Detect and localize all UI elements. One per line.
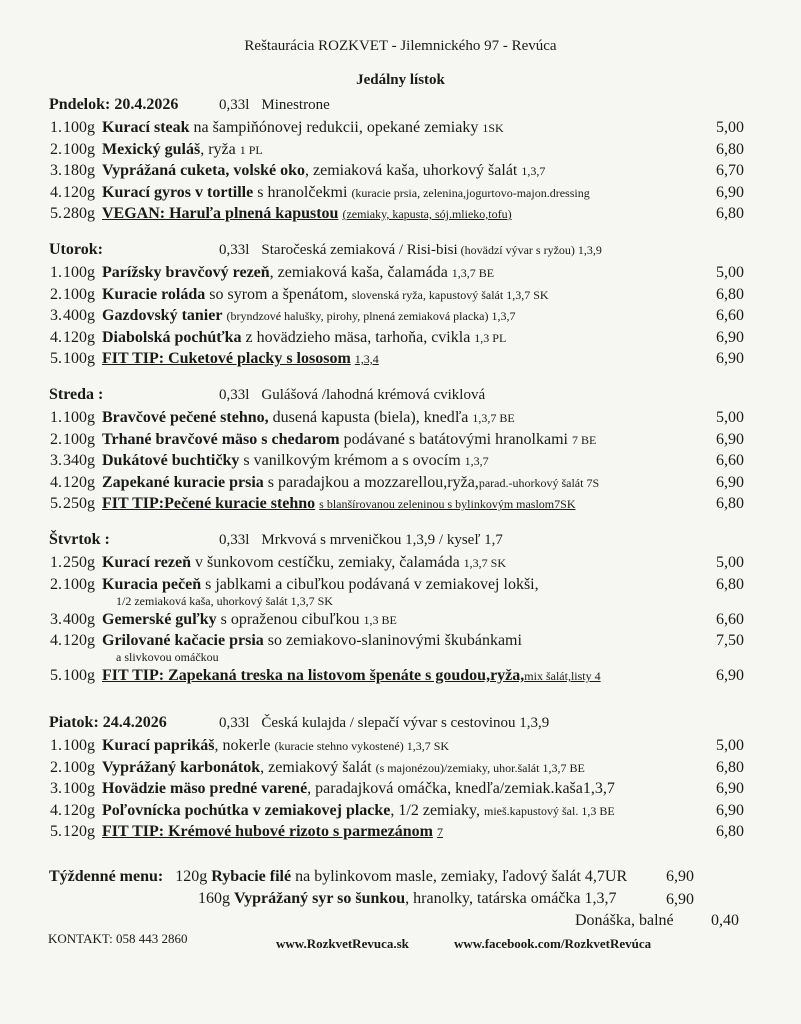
item-qty: 120g [63,328,95,346]
menu-item [50,119,750,137]
day-name: Piatok: 24.4.2026 [49,714,167,731]
item-qty: 280g [63,205,95,222]
day-name: Streda : [49,386,104,403]
item-desc: , nokerle [214,737,275,754]
item-number: 4. [50,801,62,819]
item-allergens: 1SK [482,121,504,135]
day-heading [49,96,178,114]
item-name: Kurací gyros v tortille [102,183,254,201]
weekly-menu-row-2 [198,890,617,908]
day-heading [49,386,103,404]
item-number: 1. [50,554,62,571]
menu-item [50,474,750,492]
item-allergens: 1,3,7 BE [472,411,515,425]
item-allergens: (kuracie prsia, zelenina,jogurtovo-majon.dressing [351,185,590,200]
item-allergens: 1,3 BE [363,612,397,627]
item-desc: z hovädzieho mäsa, tarhoňa, cvikla [241,328,475,346]
item-desc: s jablkami a cibuľkou podávaná v zemiakovej lokši, [201,575,539,593]
menu-item [50,737,750,755]
item-price: 5,00 [716,264,744,281]
item-qty: 120g [63,823,95,840]
item-number: 3. [50,162,62,179]
item-number: 2. [50,140,62,158]
item-qty: 250g [63,495,95,512]
soup-name: Minestrone [261,97,330,113]
item-allergens: 7 BE [572,432,597,447]
item-allergens: 1 PL [239,142,263,157]
item-name: Vyprážaná cuketa, volské oko [102,162,305,179]
soup-name: Mrkvová s mrveničkou 1,3,9 / kyseľ 1,7 [261,532,503,548]
item-price: 6,90 [716,430,744,448]
soup-note: (hovädzí vývar s ryžou) 1,3,9 [457,243,602,257]
item-price: 6,90 [716,780,744,797]
menu-item [50,611,750,629]
item-allergens: 1,3,7 [464,454,489,468]
item-name: Poľovnícka pochútka v zemiakovej placke [102,801,391,819]
item-allergens: 7 [436,825,443,839]
item-qty: 100g [63,140,95,158]
menu-item [50,350,750,368]
item-price: 5,00 [716,409,744,426]
item-price: 6,90 [716,801,744,819]
item-price: 5,00 [716,554,744,571]
item-name: Bravčové pečené stehno, [102,409,269,426]
menu-item [50,141,750,159]
item-qty: 100g [63,430,95,448]
soup-qty: 0,33l [219,532,250,548]
weekly-item2-desc: , hranolky, tatárska omáčka 1,3,7 [405,890,617,907]
soup-qty: 0,33l [219,97,250,113]
item-desc: , 1/2 zemiaky, [390,801,484,819]
soup-line [219,97,330,114]
item-number: 5. [50,495,62,512]
item-allergens: 1,3,7 BE [451,266,495,280]
item-qty: 100g [63,758,95,776]
website-link[interactable]: www.RozkvetRevuca.sk [276,936,409,951]
item-name: Zapekané kuracie prsia [102,473,264,491]
soup-qty: 0,33l [219,715,250,731]
item-qty: 100g [63,264,95,281]
item-name: VEGAN: Haruľa plnená kapustou [102,205,339,222]
item-number: 1. [50,409,62,426]
item-name: FIT TIP: Zapekaná treska na listovom špenáte s goudou,ryža, [102,667,525,684]
item-desc: , zemiaková kaša, čalamáda [269,264,452,281]
item-number: 2. [50,430,62,448]
item-desc: s opraženou cibuľkou [216,610,364,628]
item-desc: s vanilkovým krémom a s ovocím [239,452,465,469]
item-number: 2. [50,285,62,303]
item-qty: 250g [63,554,95,571]
item-name: Parížsky bravčový rezeň [102,264,270,281]
item-name: Kuracia pečeň [102,575,202,593]
item-allergens: (kuracie stehno vykostené) 1,3,7 SK [274,739,450,753]
item-qty: 120g [63,183,95,201]
item-allergens: (zemiaky, kapusta, sój.mlieko,tofu) [342,207,512,221]
restaurant-header: Reštaurácia ROZKVET - Jilemnického 97 - Revúca [244,38,557,54]
soup-qty: 0,33l [219,387,250,403]
item-name: Kuracie roláda [102,285,206,303]
item-subline: a slivkovou omáčkou [116,650,219,664]
item-qty: 100g [63,737,95,754]
menu-item [50,576,750,594]
item-name: Trhané bravčové mäso s chedarom [102,430,340,448]
menu-item [50,667,750,685]
item-qty: 400g [63,307,95,324]
item-desc: so zemiakovo-slaninovými škubánkami [263,632,522,649]
item-allergens: s blanšírovanou zeleninou s bylinkovým maslom7SK [319,497,576,511]
item-name: FIT TIP: Krémové hubové rizoto s parmezánom [102,823,433,840]
item-name: FIT TIP:Pečené kuracie stehno [102,495,316,512]
item-price: 6,80 [716,823,744,840]
delivery-price: 0,40 [711,912,739,929]
item-price: 7,50 [716,632,744,649]
menu-item [50,431,750,449]
item-qty: 120g [63,801,95,819]
item-qty: 120g [63,473,95,491]
menu-item [50,452,750,470]
soup-name: Staročeská zemiaková / Risi-bisi [261,242,458,258]
item-number: 5. [50,667,62,684]
item-allergens: (bryndzové halušky, pirohy, plnená zemiaková placka) 1,3,7 [226,309,516,323]
item-desc: v šunkovom cestíčku, zemiaky, čalamáda [191,554,464,571]
item-allergens: (s majonézou)/zemiaky, uhor.šalát 1,3,7 BE [375,760,585,775]
item-allergens: mieš.kapustový šal. 1,3 BE [484,803,615,818]
item-price: 6,80 [716,205,744,222]
soup-line [219,242,602,259]
day-name: Utorok: [49,241,103,258]
item-number: 3. [50,780,62,797]
menu-item [50,495,750,513]
item-number: 4. [50,328,62,346]
item-number: 4. [50,632,62,649]
item-number: 5. [50,205,62,222]
item-allergens: parad.-uhorkový šalát 7S [478,475,600,490]
menu-item [50,780,750,798]
item-desc: podávané s batátovými hranolkami [339,430,572,448]
menu-item [50,162,750,180]
soup-line [219,532,503,549]
item-desc: , zemiakový šalát [260,758,376,776]
day-heading [49,714,167,732]
weekly-item1-desc: na bylinkovom masle, zemiaky, ľadový šalát 4,7UR [291,868,628,885]
item-qty: 340g [63,452,95,469]
item-price: 6,70 [716,162,744,179]
menu-item [50,759,750,777]
menu-item [50,632,750,650]
item-qty: 100g [63,350,95,367]
item-name: Diabolská pochúťka [102,328,242,346]
soup-qty: 0,33l [219,242,250,258]
item-price: 6,80 [716,495,744,512]
item-qty: 100g [63,575,95,593]
item-price: 6,60 [716,452,744,469]
menu-item [50,264,750,282]
item-number: 2. [50,575,62,593]
weekly-menu-label: Týždenné menu: [49,868,164,885]
item-allergens: 1,3,4 [354,352,379,366]
item-desc: so syrom a špenátom, [205,285,352,303]
item-number: 3. [50,307,62,324]
delivery-label: Donáška, balné [575,912,674,929]
menu-item [50,205,750,223]
item-qty: 100g [63,119,95,136]
item-name: Grilované kačacie prsia [102,632,264,649]
day-name: Štvrtok : [49,531,110,548]
item-number: 3. [50,610,62,628]
item-number: 2. [50,758,62,776]
soup-line [219,387,485,404]
item-price: 5,00 [716,119,744,136]
weekly-item1-qty: 120g [175,868,208,885]
menu-item [50,802,750,820]
weekly-item2-qty: 160g [198,890,230,907]
menu-item [50,409,750,427]
item-price: 6,80 [716,285,744,303]
item-price: 6,60 [716,610,744,628]
menu-item [50,823,750,841]
item-price: 6,80 [716,758,744,776]
item-name: Gemerské guľky [102,610,217,628]
contact-phone: KONTAKT: 058 443 2860 [48,931,188,946]
item-number: 1. [50,264,62,281]
item-name: Mexický guláš [102,140,201,158]
item-name: Dukátové buchtičky [102,452,240,469]
item-allergens: mix šalát,listy 4 [524,669,601,683]
item-price: 6,90 [716,183,744,201]
item-desc: s paradajkou a mozzarellou,ryža, [263,473,479,491]
item-desc: , zemiaková kaša, uhorkový šalát [304,162,522,179]
item-price: 6,90 [716,350,744,367]
soup-line [219,715,549,732]
weekly-menu-row-1 [49,868,627,886]
item-allergens: slovenská ryža, kapustový šalát 1,3,7 SK [351,287,549,302]
menu-item [50,329,750,347]
item-qty: 400g [63,610,95,628]
item-price: 6,80 [716,140,744,158]
item-number: 1. [50,737,62,754]
item-desc: , ryža [200,140,240,158]
item-number: 4. [50,473,62,491]
item-qty: 100g [63,285,95,303]
item-name: Vyprážaný karbonátok [102,758,261,776]
menu-item [50,554,750,572]
item-number: 5. [50,823,62,840]
item-price: 6,80 [716,575,744,593]
weekly-item1-price: 6,90 [666,868,694,885]
item-price: 6,90 [716,473,744,491]
item-desc: na šampiňónovej redukcii, opekané zemiaky [189,119,483,136]
weekly-item2-name: Vyprážaný syr so šunkou [234,890,406,907]
item-qty: 100g [63,409,95,426]
item-number: 1. [50,119,62,136]
item-desc: dusená kapusta (biela), knedľa [268,409,473,426]
menu-title: Jedálny lístok [356,72,445,88]
item-allergens: 1,3,7 SK [463,556,507,570]
soup-name: Gulášová /lahodná krémová cviklová [261,387,486,403]
item-allergens: 1,3 PL [474,330,507,345]
day-heading [49,241,103,259]
item-name: Hovädzie mäso predné varené [102,780,308,797]
item-qty: 180g [63,162,95,179]
item-desc: , paradajková omáčka, knedľa/zemiak.kaša1,3,7 [307,780,615,797]
item-qty: 100g [63,780,95,797]
day-name: Pndelok: 20.4.2026 [49,96,179,113]
item-number: 3. [50,452,62,469]
item-subline: 1/2 zemiaková kaša, uhorkový šalát 1,3,7 SK [116,593,333,608]
item-qty: 100g [63,667,95,684]
menu-item [50,286,750,304]
day-heading [49,531,110,549]
weekly-item2-price: 6,90 [666,891,694,908]
item-price: 6,90 [716,667,744,684]
item-name: Kurací steak [102,119,190,136]
item-qty: 120g [63,632,95,649]
item-number: 5. [50,350,62,367]
item-name: Gazdovský tanier [102,307,223,324]
item-number: 4. [50,183,62,201]
item-name: FIT TIP: Cuketové placky s lososom [102,350,351,367]
item-name: Kurací paprikáš [102,737,215,754]
soup-name: Česká kulajda / slepačí vývar s cestovinou 1,3,9 [261,715,550,731]
item-desc: s hranolčekmi [253,183,352,201]
item-name: Kurací rezeň [102,554,192,571]
facebook-link[interactable]: www.facebook.com/RozkvetRevúca [454,936,652,951]
weekly-item1-name: Rybacie filé [211,868,292,885]
item-price: 6,60 [716,307,744,324]
item-price: 5,00 [716,737,744,754]
menu-item [50,184,750,202]
menu-item [50,307,750,325]
item-price: 6,90 [716,328,744,346]
item-allergens: 1,3,7 [521,164,546,178]
